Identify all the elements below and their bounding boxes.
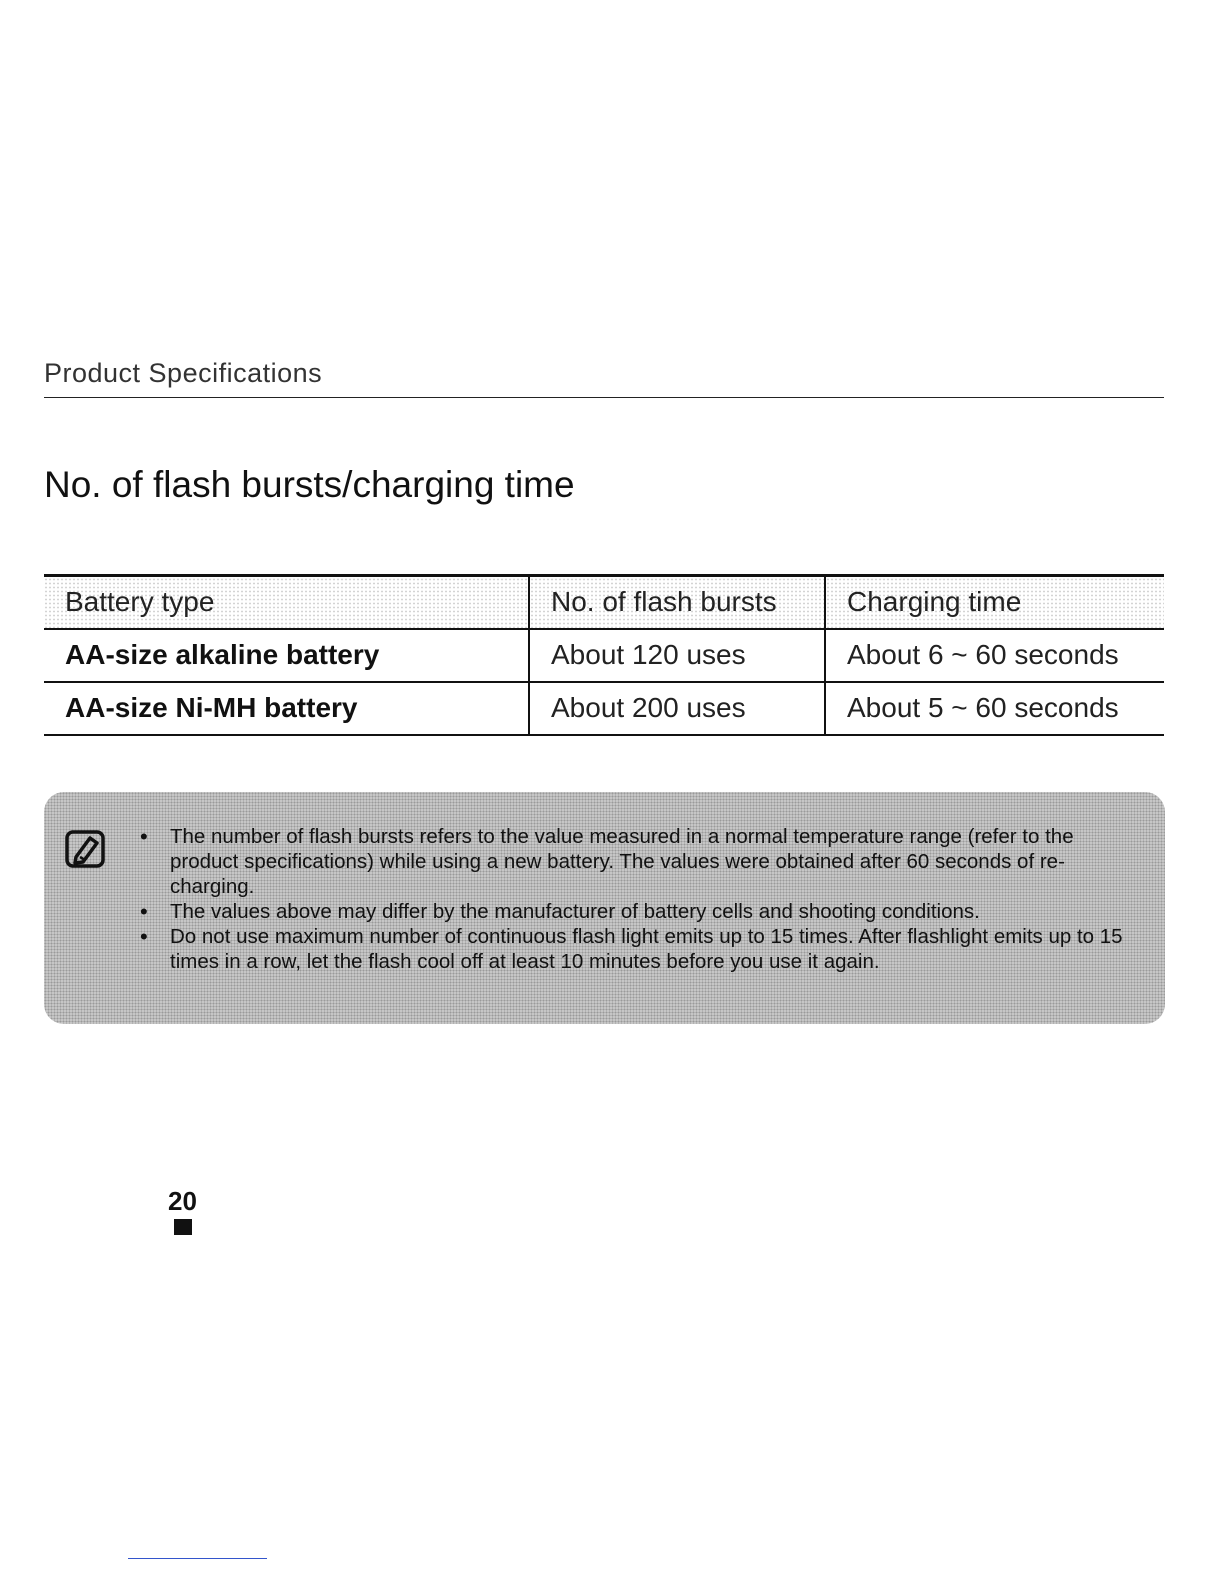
section-header: Product Specifications (44, 358, 323, 388)
section-divider (44, 397, 1164, 398)
list-item: • Do not use maximum number of continuous flash light emits up to 15 times. After flashlight emits up to 15 times in a row, let the flash cool off at least 10 minutes before you use it again. (140, 924, 1140, 974)
charging-time-cell: About 5 ~ 60 seconds (825, 682, 1164, 735)
column-header: Battery type (44, 576, 529, 629)
footer-link-line (128, 1558, 267, 1559)
list-item: • The number of flash bursts refers to the value measured in a normal temperature range (refer to the product specifications) while using a new battery. The values were obtained after 60 seconds of re-charging. (140, 824, 1140, 899)
note-pencil-icon (64, 827, 108, 871)
table-row (44, 682, 1164, 735)
list-item: • The values above may differ by the manufacturer of battery cells and shooting conditions. (140, 899, 1140, 924)
flash-bursts-cell: About 200 uses (529, 682, 825, 735)
charging-time-cell: About 6 ~ 60 seconds (825, 629, 1164, 682)
flash-bursts-cell: About 120 uses (529, 629, 825, 682)
note-box (44, 792, 1165, 1024)
page-title: No. of flash bursts/charging time (44, 464, 575, 505)
page-number: 20 (168, 1186, 197, 1216)
column-header: No. of flash bursts (529, 576, 825, 629)
battery-type-cell: AA-size alkaline battery (44, 629, 529, 682)
table-header-row (44, 576, 1164, 629)
spec-table (44, 574, 1164, 736)
note-list (140, 824, 1140, 974)
page-marker (174, 1219, 192, 1235)
table-row (44, 629, 1164, 682)
column-header: Charging time (825, 576, 1164, 629)
battery-type-cell: AA-size Ni-MH battery (44, 682, 529, 735)
